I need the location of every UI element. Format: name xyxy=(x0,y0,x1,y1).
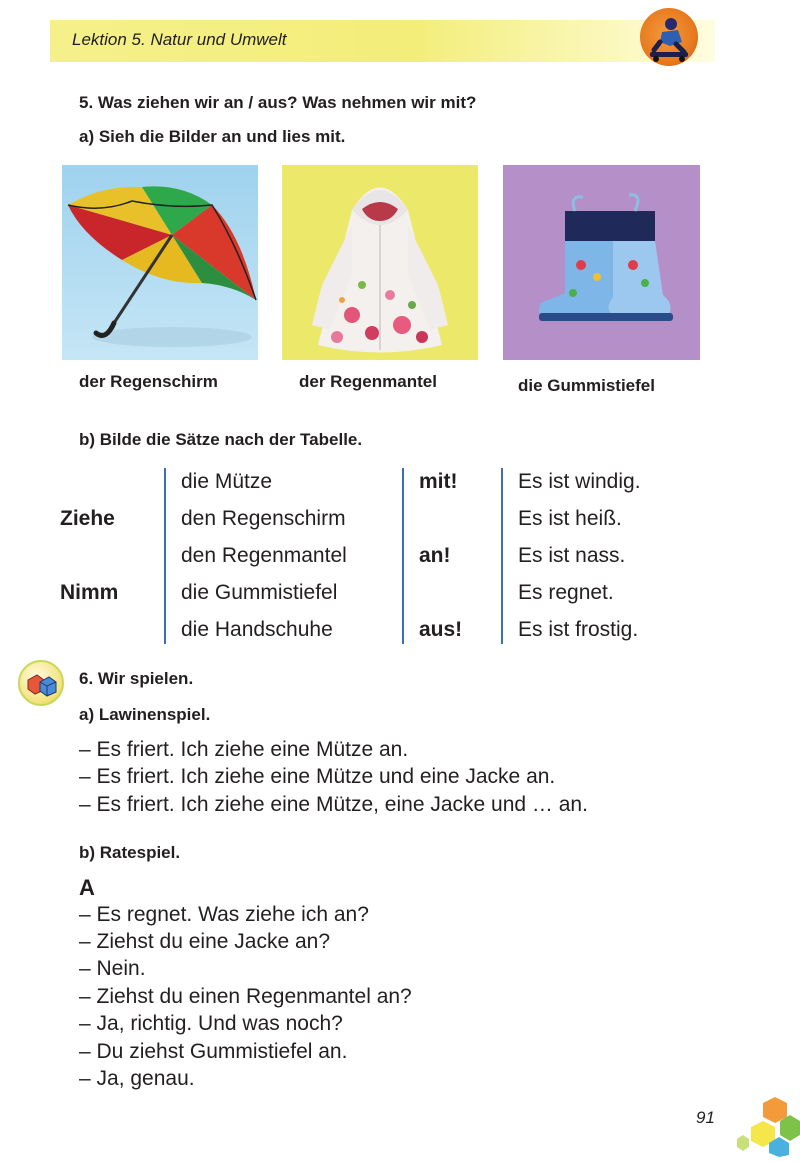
object-cell: die Handschuhe xyxy=(181,618,333,641)
weather-cell: Es ist frostig. xyxy=(518,618,639,641)
particle-cell: an! xyxy=(419,544,451,567)
dialogue-line: – Es friert. Ich ziehe eine Mütze und eine Jacke an. xyxy=(79,765,556,788)
dialogue-line: – Es regnet. Was ziehe ich an? xyxy=(79,903,369,926)
object-cell: den Regenschirm xyxy=(181,507,346,530)
exercise-5a-instruction: a) Sieh die Bilder an und lies mit. xyxy=(79,127,346,146)
particle-cell: mit! xyxy=(419,470,458,493)
dialogue-line: – Nein. xyxy=(79,957,146,980)
object-cell: die Mütze xyxy=(181,470,273,493)
game-cubes-icon xyxy=(18,660,64,706)
dialogue-line: – Ja, genau. xyxy=(79,1067,195,1090)
caption-rubber-boots: die Gummistiefel xyxy=(518,376,655,395)
verb-nimm: Nimm xyxy=(60,581,119,604)
raincoat-picture xyxy=(282,165,478,360)
exercise-6-title: 6. Wir spielen. xyxy=(79,669,194,688)
weather-cell: Es ist windig. xyxy=(518,470,641,493)
exercise-6a-title: a) Lawinenspiel. xyxy=(79,705,211,724)
weather-cell: Es ist nass. xyxy=(518,544,626,567)
verb-ziehe: Ziehe xyxy=(60,507,115,530)
weather-cell: Es regnet. xyxy=(518,581,614,604)
dialogue-line: – Ja, richtig. Und was noch? xyxy=(79,1012,343,1035)
table-divider-1 xyxy=(164,468,166,644)
speaker-label: A xyxy=(79,875,95,900)
lesson-title: Lektion 5. Natur und Umwelt xyxy=(72,30,287,49)
exercise-5-title: 5. Was ziehen wir an / aus? Was nehmen wir mit? xyxy=(79,93,477,112)
umbrella-picture xyxy=(62,165,258,360)
dialogue-line: – Es friert. Ich ziehe eine Mütze an. xyxy=(79,738,409,761)
table-divider-2 xyxy=(402,468,404,644)
page-number: 91 xyxy=(696,1108,715,1127)
caption-umbrella: der Regenschirm xyxy=(79,372,218,391)
caption-raincoat: der Regenmantel xyxy=(299,372,437,391)
rubber-boots-picture xyxy=(503,165,700,360)
exercise-6b-title: b) Ratespiel. xyxy=(79,843,181,862)
dialogue-line: – Ziehst du einen Regenmantel an? xyxy=(79,985,412,1008)
dialogue-line: – Es friert. Ich ziehe eine Mütze, eine Jacke und … an. xyxy=(79,793,588,816)
weather-cell: Es ist heiß. xyxy=(518,507,622,530)
object-cell: den Regenmantel xyxy=(181,544,347,567)
dialogue-line: – Du ziehst Gummistiefel an. xyxy=(79,1040,348,1063)
skateboarder-logo-icon xyxy=(640,8,698,66)
exercise-5b-instruction: b) Bilde die Sätze nach der Tabelle. xyxy=(79,430,363,449)
hexagon-decoration-icon xyxy=(735,1095,800,1157)
dialogue-line: – Ziehst du eine Jacke an? xyxy=(79,930,330,953)
table-divider-3 xyxy=(501,468,503,644)
object-cell: die Gummistiefel xyxy=(181,581,338,604)
particle-cell: aus! xyxy=(419,618,463,641)
